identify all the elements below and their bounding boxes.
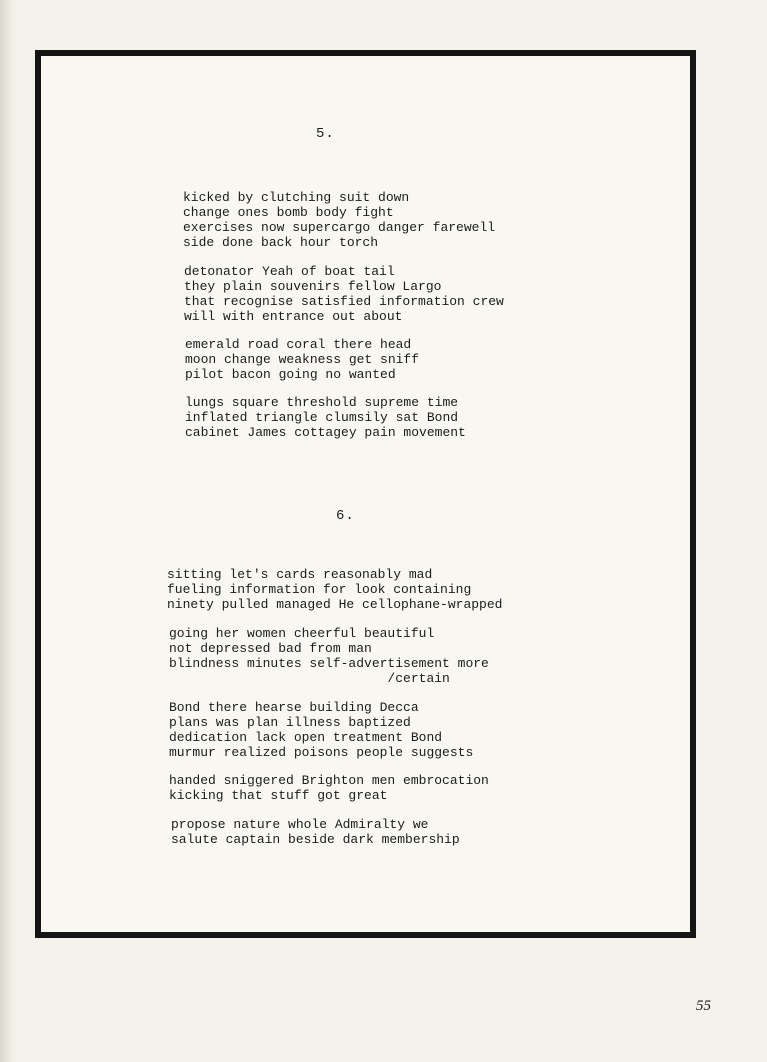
poem-line: change ones bomb body fight	[183, 205, 394, 220]
poem-line: sitting let's cards reasonably mad	[167, 567, 433, 582]
stanza-6-1	[167, 567, 502, 612]
poem-line: blindness minutes self-advertisement more	[169, 656, 489, 671]
poem-line: Bond there hearse building Decca	[169, 700, 419, 715]
poem-line: they plain souvenirs fellow Largo	[184, 279, 442, 294]
page-number: 55	[696, 998, 711, 1014]
poem-line: handed sniggered Brighton men embrocation	[169, 773, 489, 788]
poem-line-insertion: /certain	[169, 671, 450, 686]
stanza-5-3	[185, 337, 419, 382]
section-number-5: 5.	[316, 126, 335, 142]
poem-line: fueling information for look containing	[167, 582, 472, 597]
poem-line: will with entrance out about	[184, 309, 403, 324]
poem-line: not depressed bad from man	[169, 641, 372, 656]
poem-line: inflated triangle clumsily sat Bond	[185, 410, 459, 425]
stanza-5-1	[183, 190, 495, 250]
poem-line: kicking that stuff got great	[169, 788, 388, 803]
poem-line: dedication lack open treatment Bond	[169, 730, 443, 745]
page-gutter-shadow	[0, 0, 14, 1062]
stanza-5-2	[184, 264, 504, 324]
poem-line: kicked by clutching suit down	[183, 190, 410, 205]
stanza-6-2	[169, 626, 489, 686]
poem-line: cabinet James cottagey pain movement	[185, 425, 466, 440]
poem-line: detonator Yeah of boat tail	[184, 264, 395, 279]
stanza-6-3	[169, 700, 473, 760]
poem-line: side done back hour torch	[183, 235, 379, 250]
poem-line: going her women cheerful beautiful	[169, 626, 435, 641]
poem-line: murmur realized poisons people suggests	[169, 745, 474, 760]
poem-line: pilot bacon going no wanted	[185, 367, 396, 382]
poem-line: salute captain beside dark membership	[171, 832, 460, 847]
stanza-6-4	[169, 773, 489, 803]
poem-line: lungs square threshold supreme time	[185, 395, 459, 410]
section-number-6: 6.	[336, 508, 355, 524]
poem-line: moon change weakness get sniff	[185, 352, 420, 367]
poem-line: plans was plan illness baptized	[169, 715, 411, 730]
poem-line: exercises now supercargo danger farewell	[183, 220, 496, 235]
poem-frame	[35, 50, 696, 938]
poem-line: ninety pulled managed He cellophane-wrapped	[167, 597, 503, 612]
stanza-5-4	[185, 395, 466, 440]
poem-line: emerald road coral there head	[185, 337, 412, 352]
poem-line: that recognise satisfied information crew	[184, 294, 504, 309]
poem-line: propose nature whole Admiralty we	[171, 817, 429, 832]
stanza-6-5	[171, 817, 460, 847]
